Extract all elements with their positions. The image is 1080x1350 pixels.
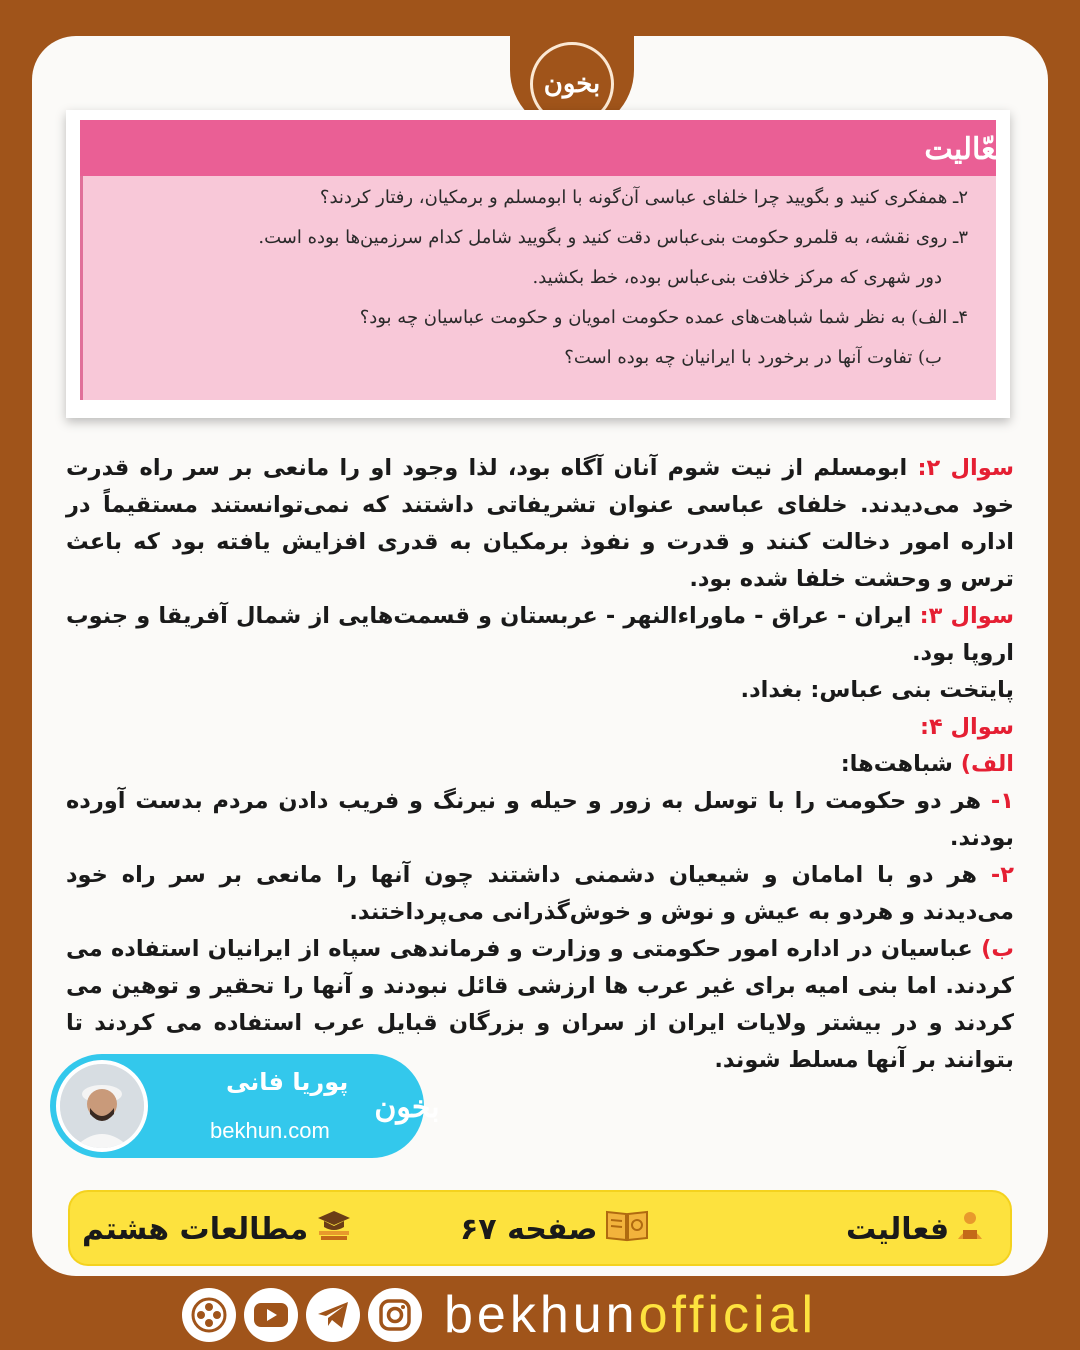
social-handle-white: bekhun	[444, 1286, 639, 1344]
answer-label: الف)	[960, 751, 1014, 777]
answer-label: سوال ۴:	[919, 714, 1014, 740]
answer-section	[66, 450, 1014, 1079]
textbook-questions	[148, 178, 968, 378]
author-website[interactable]: bekhun.com	[210, 1118, 330, 1143]
textbook-line: ۳ـ روی نقشه، به قلمرو حکومت بنی‌عباس دقت کنید و بگویید شامل کدام سرزمین‌ها بوده است.	[258, 227, 968, 248]
answer-text: هر دو با امامان و شیعیان دشمنی داشتند چون آنها را مانعی بر سر راه خود می‌دیدند و هردو به عیش و نوش و خوش‌گذرانی می‌پرداختند.	[66, 862, 1014, 925]
textbook-header-bar	[80, 120, 996, 176]
footer-subject-label: مطالعات هشتم	[82, 1211, 309, 1247]
bekhun-logo: بخون	[530, 42, 614, 126]
youtube-icon[interactable]	[244, 1288, 298, 1342]
teacher-icon	[957, 1210, 983, 1248]
footer-info-bar	[68, 1190, 1012, 1266]
textbook-line: دور شهری که مرکز خلافت بنی‌عباس بوده، خط بکشید.	[532, 267, 942, 288]
footer-page	[460, 1206, 649, 1252]
answer-item-2	[66, 857, 1014, 931]
telegram-icon[interactable]	[306, 1288, 360, 1342]
answer-q4	[66, 709, 1014, 746]
book-icon	[605, 1208, 649, 1250]
answer-capital: پایتخت بنی عباس: بغداد.	[740, 677, 1014, 703]
answer-text: عباسیان در اداره امور حکومتی و وزارت و فرماندهی سپاه از ایرانیان استفاده می کردند. اما بنی امیه برای غیر عرب ها ارزشی قائل نبودند و آنها را تحقیر و توهین می کردند و در بیشتر ولایات ایران از سران و بزرگان قبایل عرب استفاده می کردند تا بتوانند بر آنها مسلط شوند.	[66, 936, 1014, 1073]
answer-text: ایران - عراق - ماوراءالنهر - عربستان و قسمت‌هایی از شمال آفریقا و جنوب اروپا بود.	[66, 603, 1014, 666]
textbook-line: ۲ـ همفکری کنید و بگویید چرا خلفای عباسی آن‌گونه با ابومسلم و برمکیان، رفتار کردند؟	[319, 187, 968, 208]
footer-activity-label: فعالیت	[846, 1211, 950, 1247]
social-bar	[182, 1284, 817, 1346]
footer-activity	[846, 1206, 983, 1252]
textbook-line: ۴ـ الف) به نظر شما شباهت‌های عمده حکومت امویان و حکومت عباسیان چه بود؟	[359, 307, 968, 328]
author-name: پوریا فانی	[226, 1068, 349, 1096]
answer-q2	[66, 450, 1014, 598]
graduation-icon	[316, 1209, 352, 1249]
bekhun-logo: بخون	[374, 1089, 440, 1125]
social-handle	[444, 1284, 817, 1346]
textbook-line: ب) تفاوت آنها در برخورد با ایرانیان چه بوده است؟	[564, 347, 942, 368]
answer-label: سوال ۲:	[917, 455, 1015, 481]
answer-text: ابومسلم از نیت شوم آنان آگاه بود، لذا وجود او را مانعی بر سر راه قدرت خود می‌دیدند. خلفای عباسی عنوان تشریفاتی داشتند که نمی‌توانستند مستقیماً در اداره امور دخالت کنند و قدرت و نفوذ برمکیان به قدری افزایش یافته بود که باعث ترس و وحشت خلفا شده بود.	[66, 455, 1014, 592]
answer-label: ب)	[981, 936, 1014, 962]
social-handle-yellow: official	[638, 1286, 818, 1344]
answer-q3	[66, 598, 1014, 672]
footer-subject	[82, 1206, 352, 1252]
avatar	[56, 1060, 148, 1152]
answer-alef	[66, 746, 1014, 783]
film-reel-icon[interactable]	[182, 1288, 236, 1342]
textbook-title: فعّالیت	[924, 132, 1010, 167]
author-badge	[50, 1054, 440, 1158]
answer-label: ۱-	[990, 788, 1014, 814]
answer-label: ۲-	[990, 862, 1014, 888]
answer-text: شباهت‌ها:	[840, 751, 961, 777]
footer-page-label: صفحه ۶۷	[460, 1211, 598, 1247]
answer-item-1	[66, 783, 1014, 857]
instagram-icon[interactable]	[368, 1288, 422, 1342]
answer-text: هر دو حکومت را با توسل به زور و حیله و نیرنگ و فریب دادن مردم بدست آورده بودند.	[66, 788, 1014, 851]
answer-label: سوال ۳:	[919, 603, 1014, 629]
